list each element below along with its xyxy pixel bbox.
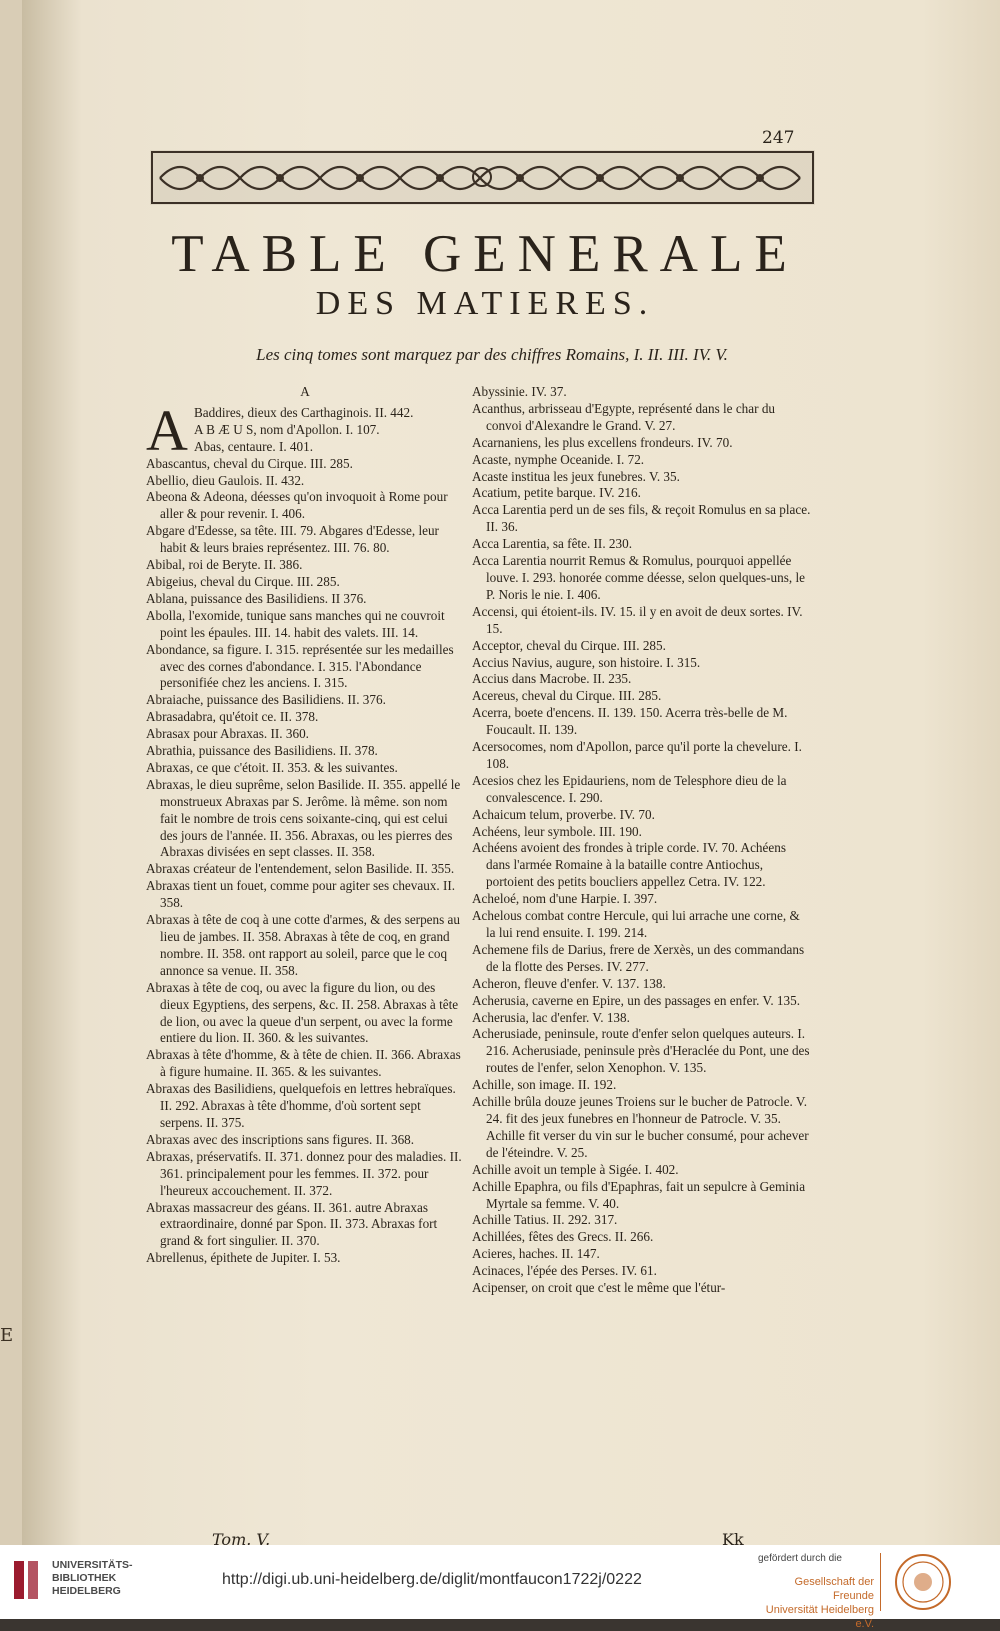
index-entry: Abraiache, puissance des Basilidiens. II. 376. — [146, 692, 386, 708]
index-column-left — [146, 384, 464, 1267]
index-entry: Abondance, sa figure. I. 315. représentée sur les medailles avec des cornes d'abondance. I. 315. l'Abondance personifiée chez les anciens. I. 315. — [146, 641, 454, 691]
index-entry: Acersocomes, nom d'Apollon, parce qu'il porte la chevelure. I. 108. — [472, 739, 802, 771]
title-sub: DES MATIERES. — [315, 285, 655, 322]
index-entry: Achille brûla douze jeunes Troiens sur le bucher de Patrocle. V. 24. fit des jeux funebres en l'honneur de Patrocle. V. 35. Achille fit verser du vin sur le bucher consumé, pour achever de l'éteindre. V. 25. — [472, 1094, 809, 1160]
index-entry: Abraxas à tête de coq à une cotte d'armes, & des serpens au lieu de jambes. II. 358. Abraxas à tête de coq, en grand nombre. II. 358. ont rapport au soleil, parce que le coq annonce sa venue. II. 358. — [146, 912, 460, 978]
index-entry: Achéens avoient des frondes à triple corde. IV. 70. Achéens dans l'armée Romaine à la bataille contre Antiochus, portoient des petits boucliers appellez Cetra. IV. 122. — [472, 840, 786, 890]
ub-heidelberg-logo-icon — [12, 1559, 42, 1601]
index-entry: Abraxas, préservatifs. II. 371. donnez pour des maladies. II. 361. principalement pour les femmes. II. 372. pour l'heureux accouchement. II. 372. — [146, 1148, 462, 1198]
index-entry: Acanthus, arbrisseau d'Egypte, représenté dans le char du convoi d'Alexandre le Grand. V. 27. — [472, 400, 776, 433]
index-entry: Abibal, roi de Beryte. II. 386. — [146, 557, 303, 573]
permalink-url[interactable]: http://digi.ub.uni-heidelberg.de/diglit/montfaucon1722j/0222 — [222, 1571, 642, 1588]
index-entry: Achille Epaphra, ou fils d'Epaphras, fait un sepulcre à Geminia Myrtale sa femme. V. 40. — [472, 1178, 806, 1211]
library-name-line: HEIDELBERG — [52, 1585, 121, 1597]
index-entry: Acieres, haches. II. 147. — [472, 1246, 600, 1262]
section-letter: A — [300, 384, 310, 399]
index-entry: Acca Larentia nourrit Remus & Romulus, pourquoi appellée louve. I. 293. honorée comme déesse, selon quelques-uns, le P. Noris le nie. I. 406. — [472, 553, 805, 602]
index-entry: Achelous combat contre Hercule, qui lui arrache une corne, & la lui rend ensuite. I. 199. 214. — [472, 908, 800, 940]
sponsor-name-line: Gesellschaft der Freunde — [794, 1576, 874, 1602]
index-column-right — [472, 384, 812, 1297]
index-entry: Abellio, dieu Gaulois. II. 432. — [146, 472, 305, 488]
index-entry: Acca Larentia perd un de ses fils, & reçoit Romulus en sa place. II. 36. — [472, 502, 811, 535]
index-entry: Acereus, cheval du Cirque. III. 285. — [472, 688, 662, 704]
index-entry: Abraxas massacreur des géans. II. 361. autre Abraxas extraordinaire, donné par Spon. II. 373. Abraxas fort grand & fort singulier. II. 370. — [146, 1199, 438, 1249]
index-entry: Accius Navius, augure, son histoire. I. 315. — [472, 654, 701, 670]
index-entry: Accensi, qui étoient-ils. IV. 15. il y en avoit de deux sortes. IV. 15. — [472, 603, 803, 636]
index-entry: Abraxas à tête d'homme, & à tête de chien. II. 366. Abraxas à figure humaine. II. 365. & les suivantes. — [146, 1047, 461, 1080]
sponsor-name — [756, 1575, 874, 1631]
volume-note: Les cinq tomes sont marquez par des chiffres Romains, I. II. III. IV. V. — [256, 345, 728, 364]
book-page — [22, 0, 1000, 1545]
university-seal-icon — [894, 1553, 952, 1611]
index-entry: Achille avoit un temple à Sigée. I. 402. — [472, 1161, 679, 1177]
page-number: 247 — [762, 128, 795, 148]
index-entry: Acerra, boete d'encens. II. 139. 150. Acerra très-belle de M. Foucault. II. 139. — [472, 705, 788, 738]
index-entry: Acaste institua les jeux funebres. V. 35. — [472, 468, 680, 484]
index-entry: Achéens, leur symbole. III. 190. — [472, 823, 642, 839]
index-entry: Abyssinie. IV. 37. — [472, 384, 567, 399]
index-entry: Abgare d'Edesse, sa tête. III. 79. Abgares d'Edesse, leur habit & leurs braies représentez. III. 76. 80. — [146, 523, 439, 556]
index-entry: Acipenser, on croit que c'est le même que l'étur- — [472, 1280, 726, 1296]
index-entry: A B Æ U S, nom d'Apollon. I. 107. — [194, 421, 380, 437]
index-entry: Abas, centaure. I. 401. — [194, 438, 314, 454]
index-entry: Achille Tatius. II. 292. 317. — [472, 1212, 618, 1228]
title-main: TABLE GENERALE — [171, 225, 799, 283]
index-entry: Baddires, dieux des Carthaginois. II. 442. — [194, 404, 414, 420]
gathering-signature: Kk — [722, 1530, 744, 1545]
index-entry: Abraxas des Basilidiens, quelquefois en lettres hebraïques. II. 292. Abraxas à tête d'homme, d'où sortent sept serpens. II. 375. — [146, 1081, 456, 1130]
index-entry: Abrasadabra, qu'étoit ce. II. 378. — [146, 709, 319, 725]
headpiece-ornament-icon — [150, 150, 815, 205]
index-entry: Acarnaniens, les plus excellens frondeurs. IV. 70. — [472, 434, 733, 450]
index-entry: Acheloé, nom d'une Harpie. I. 397. — [472, 891, 658, 907]
viewer-footer — [0, 1545, 1000, 1630]
index-entry: Ablana, puissance des Basilidiens. II 376. — [146, 590, 367, 606]
index-entry: Abraxas à tête de coq, ou avec la figure du lion, ou des dieux Egyptiens, des serpens, &c. II. 258. Abraxas à tête de lion, ou avec la queue d'un serpent, ou avec la forme entiere du lion. II. 360. & les suivantes. — [146, 979, 459, 1046]
left-page-edge — [0, 0, 22, 1545]
index-entry: Achillées, fêtes des Grecs. II. 266. — [472, 1229, 654, 1245]
drop-cap: A — [146, 397, 188, 463]
index-entry: Abraxas, ce que c'étoit. II. 353. & les suivantes. — [146, 759, 398, 775]
index-entry: Acesios chez les Epidauriens, nom de Telesphore dieu de la convalescence. I. 290. — [472, 772, 787, 805]
index-entry: Acheron, fleuve d'enfer. V. 137. 138. — [472, 975, 666, 991]
footer-divider — [880, 1553, 881, 1611]
index-entry: Acherusia, lac d'enfer. V. 138. — [472, 1009, 630, 1025]
index-entry: Accius dans Macrobe. II. 235. — [472, 671, 632, 687]
index-entry: Abraxas, le dieu suprême, selon Basilide. II. 355. appellé le monstrueux Abraxas par S. Jerôme. là même. son nom fait le nombre de trois cens soixante-cinq, qui est celui des jours de l'année. II. 356. Abraxas, ou les pierres des Abraxas divisées en sept classes. II. 358. — [146, 776, 461, 860]
library-name-line: BIBLIOTHEK — [52, 1572, 117, 1584]
index-entry: Acherusiade, peninsule, route d'enfer selon quelques auteurs. I. 216. Acherusiade, peninsule près d'Heraclée du Pont, une des routes de l'enfer, selon Xenophon. V. 135. — [472, 1026, 810, 1076]
index-entry: Achemene fils de Darius, frere de Xerxès, un des commandans de la flotte des Perses. IV. 277. — [472, 941, 805, 974]
index-entry: Achille, son image. II. 192. — [472, 1077, 617, 1093]
index-entry: Acaste, nymphe Oceanide. I. 72. — [472, 451, 645, 467]
index-entry: Abraxas avec des inscriptions sans figures. II. 368. — [146, 1131, 415, 1147]
sponsor-name-line: Universität Heidelberg e.V. — [765, 1604, 874, 1630]
index-entry: Acatium, petite barque. IV. 216. — [472, 485, 641, 501]
left-page-fragment: E — [0, 1325, 14, 1346]
library-name — [52, 1559, 133, 1598]
index-entry: Abeona & Adeona, déesses qu'on invoquoit à Rome pour aller & pour revenir. I. 406. — [146, 489, 448, 522]
index-entry: Acherusia, caverne en Epire, un des passages en enfer. V. 135. — [472, 992, 800, 1008]
index-entry: Abraxas créateur de l'entendement, selon Basilide. II. 355. — [146, 861, 455, 877]
index-entry: Acinaces, l'épée des Perses. IV. 61. — [472, 1263, 657, 1279]
funded-by-label: gefördert durch die — [758, 1553, 842, 1564]
index-entry: Abigeius, cheval du Cirque. III. 285. — [146, 573, 340, 589]
volume-signature: Tom. V. — [212, 1530, 271, 1545]
index-entry: Abraxas tient un fouet, comme pour agiter ses chevaux. II. 358. — [146, 878, 456, 911]
index-entry: Abolla, l'exomide, tunique sans manches qui ne couvroit point les épaules. III. 14. habit des valets. III. 14. — [146, 607, 445, 640]
index-entry: Acca Larentia, sa fête. II. 230. — [472, 536, 632, 552]
index-entry: Abrathia, puissance des Basilidiens. II. 378. — [146, 743, 378, 759]
library-name-line: UNIVERSITÄTS- — [52, 1559, 133, 1571]
index-entry: Abrasax pour Abraxas. II. 360. — [146, 726, 309, 742]
index-entry: Acceptor, cheval du Cirque. III. 285. — [472, 637, 666, 653]
index-entry: Abrellenus, épithete de Jupiter. I. 53. — [146, 1250, 341, 1266]
index-entry: Achaicum telum, proverbe. IV. 70. — [472, 806, 655, 822]
index-entry: Abascantus, cheval du Cirque. III. 285. — [146, 455, 353, 471]
